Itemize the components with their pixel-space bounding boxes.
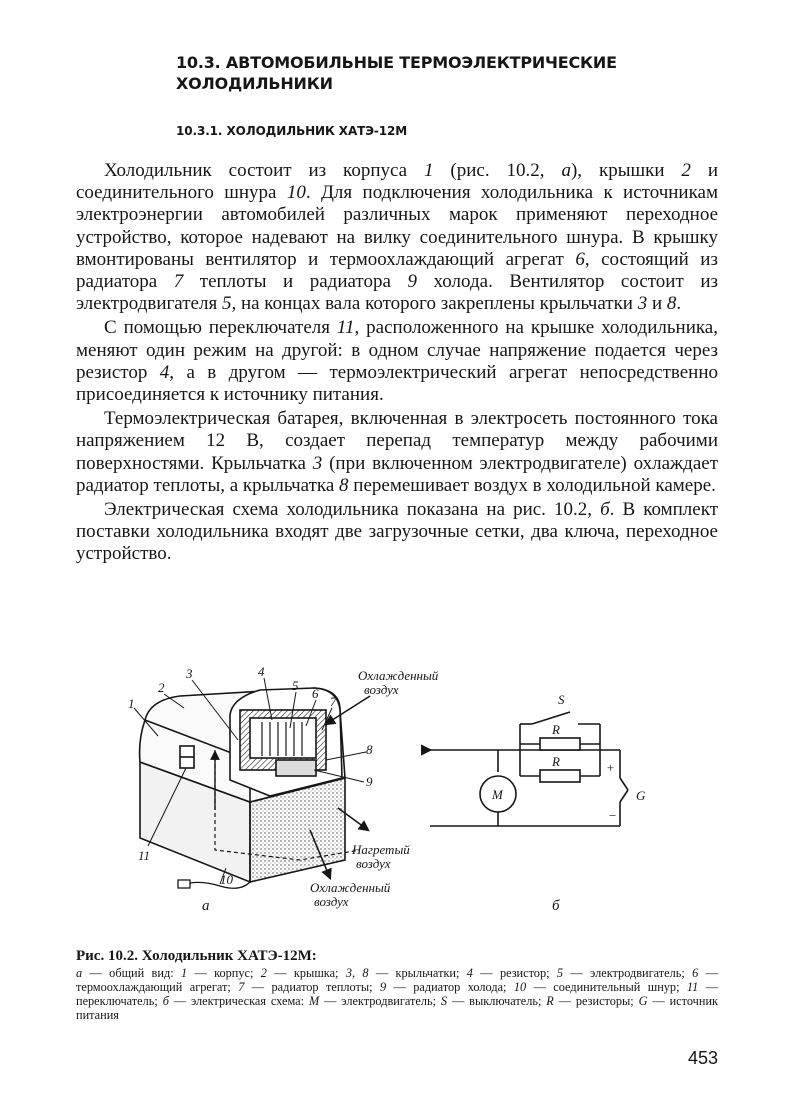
caption-ref: R: [546, 994, 554, 1008]
ref-number: 5: [221, 293, 232, 315]
ref-number: 10: [286, 182, 306, 204]
text-run: и соединительного шнура: [76, 160, 719, 204]
heated-air-line1: Нагретый: [352, 842, 410, 857]
ref-number: 7: [173, 271, 184, 293]
ref-number: 6: [575, 248, 585, 270]
ref-number: 4: [159, 361, 170, 383]
paragraph-4: [76, 499, 718, 566]
label-plus: +: [606, 760, 615, 775]
caption-run: — выключатель;: [447, 994, 547, 1008]
label-2: 2: [158, 680, 165, 695]
text-run: Холодильник состоит из корпуса: [104, 160, 425, 181]
cooled-air-top-line2: воздух: [364, 682, 399, 697]
label-8: 8: [366, 742, 373, 757]
figure-10-2: [100, 660, 720, 920]
caption-ref: 9: [379, 980, 387, 994]
text-run: С помощью переключателя: [104, 317, 337, 339]
text-run: , а в другом — термоэлектрический агрегат непосредственно присоединяется к источнику питания.: [76, 361, 719, 406]
caption-run: — радиатор теплоты;: [244, 980, 380, 994]
heated-air-line2: воздух: [356, 856, 391, 871]
caption-title: Рис. 10.2. Холодильник ХАТЭ-12М:: [76, 948, 317, 964]
caption-run: — термоохлаждающий агрегат;: [76, 966, 718, 994]
label-6: 6: [312, 686, 319, 701]
circuit-diagram: [430, 712, 628, 826]
caption-ref: 4: [466, 966, 473, 980]
label-m: M: [492, 787, 503, 802]
page-number: 453: [688, 1048, 719, 1068]
caption-run: — резистор;: [472, 966, 557, 980]
caption-ref: 1: [180, 966, 188, 980]
subfigure-b-label: б: [552, 898, 560, 914]
caption-ref: 11: [686, 980, 699, 994]
caption-run: — крышка;: [266, 966, 346, 980]
caption-ref: а: [76, 966, 83, 980]
ref-number: 9: [407, 271, 417, 293]
text-run: . В комплект поставки холодильника входят две загрузочные сетки, два ключа, переходное устройство.: [76, 499, 719, 565]
caption-run: — источник питания: [76, 994, 718, 1022]
caption-ref: 6: [692, 966, 699, 980]
fridge-drawing: [134, 678, 370, 888]
section-heading-line1: 10.3. АВТОМОБИЛЬНЫЕ ТЕРМОЭЛЕКТРИЧЕСКИЕ: [176, 53, 617, 72]
body-text: [76, 160, 718, 566]
caption-run: — электродвигатель;: [319, 994, 441, 1008]
text-run: , расположенного на крышке холодильника, меняют один режим на другой: в одном случае напряжение подается через резистор: [76, 317, 718, 383]
caption-run: — радиатор холода;: [386, 980, 514, 994]
caption-ref: 7: [238, 980, 245, 994]
label-s: S: [558, 692, 565, 707]
text-run: Электрическая схема холодильника показана на рис. 10.2,: [104, 499, 601, 521]
label-4: 4: [258, 664, 265, 679]
caption-body: [76, 966, 718, 1022]
text-run: (при включенном электродвигателе) охлаждает радиатор теплоты, а крыльчатка: [76, 452, 718, 496]
ref-number: 11: [336, 317, 355, 339]
label-minus: −: [608, 808, 617, 823]
text-run: .: [676, 293, 682, 315]
label-9: 9: [366, 774, 373, 789]
ref-letter: а: [561, 160, 571, 181]
text-run: перемешивает воздух в холодильной камере.: [348, 474, 716, 496]
caption-ref: M: [308, 994, 320, 1008]
caption-ref: 2: [260, 966, 267, 980]
label-11: 11: [138, 848, 151, 863]
text-run: , состоящий из радиатора: [76, 248, 718, 293]
subfigure-a-label: а: [202, 898, 210, 914]
ref-number: 8: [666, 293, 677, 315]
ref-number: 3: [637, 293, 648, 315]
caption-run: — корпус;: [187, 966, 261, 980]
paragraph-2: [76, 317, 718, 406]
caption-run: — крыльчатки;: [368, 966, 467, 980]
label-r2: R: [552, 754, 560, 769]
text-run: холода. Вентилятор состоит из электродвигателя: [76, 271, 718, 315]
text-run: . Для подключения холодильника к источникам электроэнергии автомобилей различных марок применяют переходное устройство, которое надевают на вилку соединительного шнура. В крышку вмонтированы вентилятор и термоохлаждающий агрегат: [76, 182, 718, 270]
text-run: и: [647, 293, 667, 315]
label-3: 3: [186, 666, 193, 681]
caption-run: — электрическая схема:: [168, 994, 309, 1008]
section-heading-line2: ХОЛОДИЛЬНИКИ: [176, 74, 333, 93]
caption-run: — соединительный шнур;: [526, 980, 687, 994]
caption-run: — общий вид:: [82, 966, 181, 980]
section-heading: [176, 52, 696, 94]
caption-run: — электродвигатель;: [563, 966, 693, 980]
label-g: G: [636, 788, 646, 803]
text-run: (рис. 10.2,: [433, 160, 562, 181]
text-run: ), крышки: [570, 160, 682, 181]
label-10: 10: [220, 872, 233, 887]
caption-ref: G: [638, 994, 648, 1008]
paragraph-1: [76, 160, 718, 315]
cooled-air-bottom-line2: воздух: [314, 894, 349, 909]
caption-ref: S: [440, 994, 448, 1008]
caption-ref: 3, 8: [345, 966, 369, 980]
figure-drawing: [100, 660, 720, 920]
ref-number: 2: [681, 160, 691, 181]
paragraph-3: [76, 408, 718, 497]
caption-ref: 10: [513, 980, 527, 994]
label-7: 7: [330, 694, 337, 709]
caption-run: — переключатель;: [76, 980, 718, 1008]
cooled-air-top-line1: Охлажденный: [358, 668, 439, 683]
caption-run: — резисторы;: [553, 994, 639, 1008]
ref-number: 8: [339, 474, 349, 496]
caption-ref: б: [162, 994, 169, 1008]
ref-letter: б: [600, 499, 610, 521]
text-run: , на концах вала которого закреплены крыльчатки: [231, 293, 638, 315]
label-r1: R: [552, 722, 560, 737]
label-1: 1: [128, 696, 135, 711]
text-run: Термоэлектрическая батарея, включенная в электросеть постоянного тока напряжением 12 В, создает перепад температур между рабочими поверхностями. Крыльчатка: [76, 408, 718, 474]
ref-number: 3: [312, 452, 323, 474]
caption-ref: 5: [556, 966, 564, 980]
cooled-air-bottom-line1: Охлажденный: [310, 880, 391, 895]
figure-caption: [76, 946, 718, 1022]
label-5: 5: [292, 678, 299, 693]
text-run: теплоты и радиатора: [183, 271, 408, 293]
subsection-heading: 10.3.1. ХОЛОДИЛЬНИК ХАТЭ-12М: [176, 124, 408, 138]
ref-number: 1: [424, 160, 434, 181]
